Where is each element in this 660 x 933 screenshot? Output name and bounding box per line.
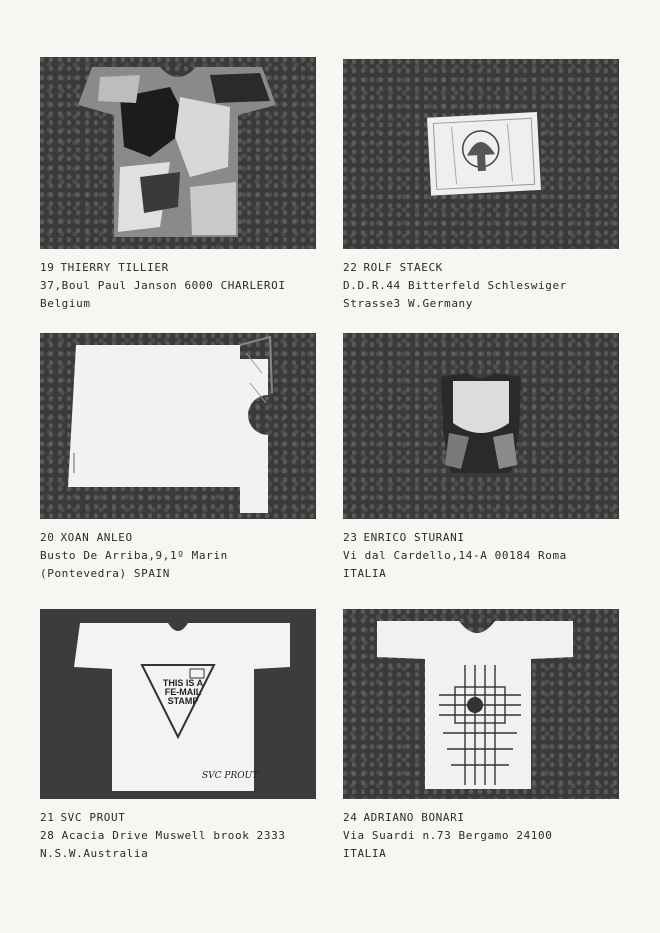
entry-address-line2: Strasse3 W.Germany	[343, 297, 474, 310]
entry-address-line1: 28 Acacia Drive Muswell brook 2333	[40, 829, 286, 842]
entry-number: 21	[40, 811, 55, 824]
entry-number: 19	[40, 261, 55, 274]
stamp-text-line: THIS IS A	[162, 678, 204, 688]
entry-address-line1: Busto De Arriba,9,1º Marin	[40, 549, 228, 562]
entry-address-line2: N.S.W.Australia	[40, 847, 149, 860]
entry-address-line1: D.D.R.44 Bitterfeld Schleswiger	[343, 279, 567, 292]
entry-name: SVC PROUT	[60, 811, 126, 824]
small-shirt-photo	[343, 333, 619, 519]
entry-19	[40, 57, 316, 313]
entry-20	[40, 333, 316, 583]
entry-23	[343, 333, 619, 583]
collaged-shirt-photo	[40, 57, 316, 249]
stamped-envelope-photo	[343, 59, 619, 249]
entry-address-line2: Belgium	[40, 297, 91, 310]
white-paper-cutout-photo	[40, 333, 316, 519]
entry-24	[343, 609, 619, 863]
entry-name: ENRICO STURANI	[363, 531, 465, 544]
entry-address-line2: ITALIA	[343, 847, 387, 860]
entry-name: THIERRY TILLIER	[60, 261, 169, 274]
entry-number: 23	[343, 531, 358, 544]
pattern-shirt-photo	[343, 609, 619, 799]
stamp-text-line: STAMP	[167, 696, 199, 706]
entry-address-line2: ITALIA	[343, 567, 387, 580]
entry-21	[40, 609, 316, 863]
stamp-text-line: FE-MAIL	[164, 687, 202, 697]
entry-22	[343, 59, 619, 313]
entry-number: 22	[343, 261, 358, 274]
entry-number: 20	[40, 531, 55, 544]
entry-address-line1: 37,Boul Paul Janson 6000 CHARLEROI	[40, 279, 286, 292]
femail-stamp-shirt-photo	[40, 609, 316, 799]
entry-name: XOAN ANLEO	[60, 531, 133, 544]
entry-name: ADRIANO BONARI	[363, 811, 465, 824]
entry-address-line1: Vi dal Cardello,14-A 00184 Roma	[343, 549, 567, 562]
entry-address-line2: (Pontevedra) SPAIN	[40, 567, 171, 580]
entry-number: 24	[343, 811, 358, 824]
entry-address-line1: Via Suardi n.73 Bergamo 24100	[343, 829, 553, 842]
shirt-signature: SVC PROUT	[202, 771, 259, 781]
entry-name: ROLF STAECK	[363, 261, 443, 274]
